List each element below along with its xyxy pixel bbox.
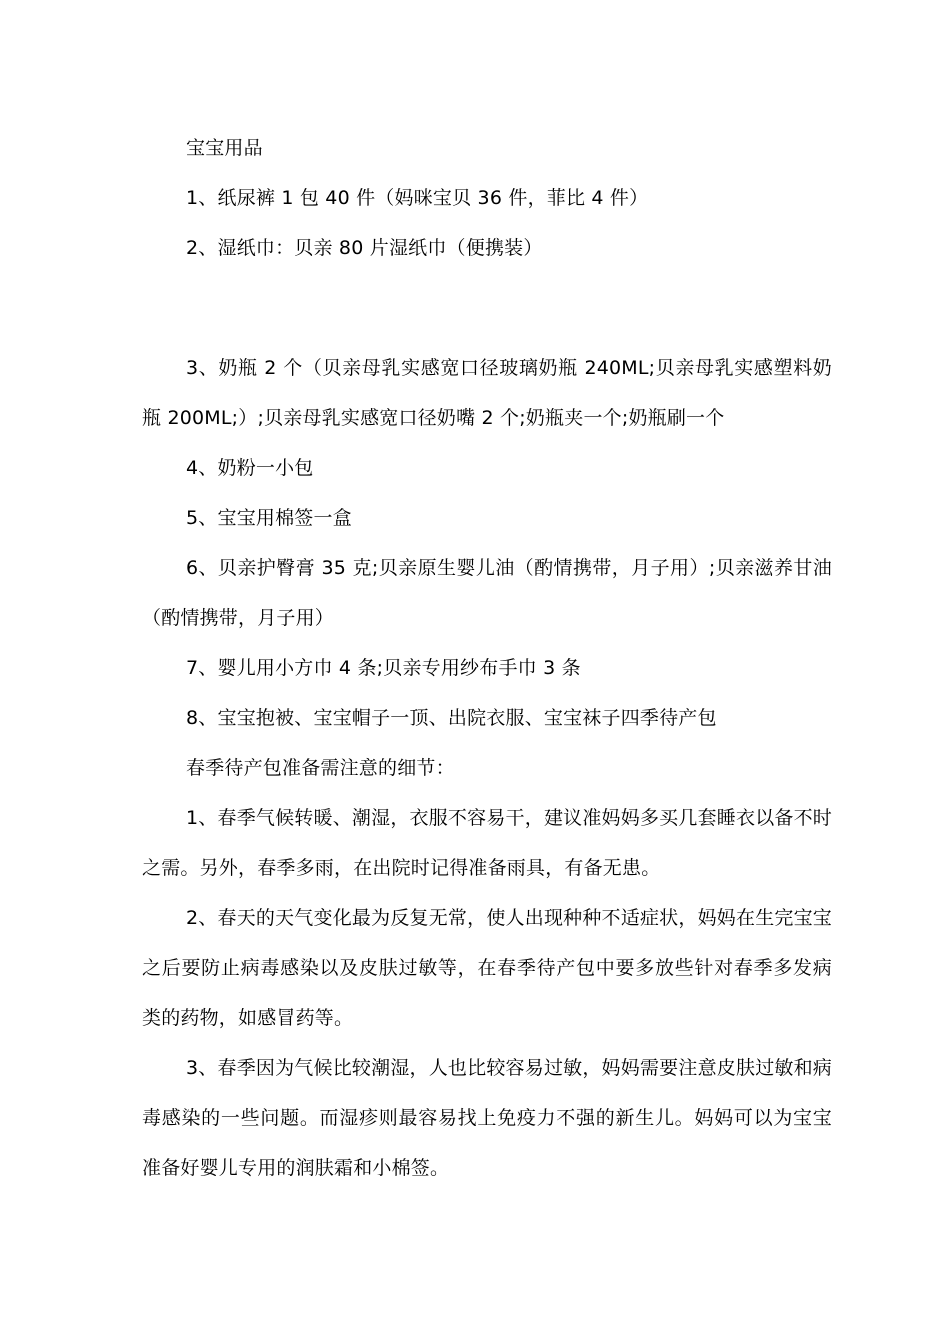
paragraph: 3、春季因为气候比较潮湿，人也比较容易过敏，妈妈需要注意皮肤过敏和病毒感染的一些问题。而湿疹则最容易找上免疫力不强的新生儿。妈妈可以为宝宝准备好婴儿专用的润肤霜和小棉签。: [142, 1057, 832, 1179]
list-item: 4、奶粉一小包: [186, 457, 314, 479]
list-item: 3、奶瓶 2 个（贝亲母乳实感宽口径玻璃奶瓶 240ML;贝亲母乳实感塑料奶瓶 200ML;）;贝亲母乳实感宽口径奶嘴 2 个;奶瓶夹一个;奶瓶刷一个: [142, 357, 832, 429]
section-main: [142, 343, 832, 1193]
paragraph: 1、春季气候转暖、潮湿，衣服不容易干，建议准妈妈多买几套睡衣以备不时之需。另外，春季多雨，在出院时记得准备雨具，有备无患。: [142, 807, 832, 879]
list-item: 1、纸尿裤 1 包 40 件（妈咪宝贝 36 件，菲比 4 件）: [186, 187, 649, 209]
list-item: 5、宝宝用棉签一盒: [186, 507, 352, 529]
section-title: 宝宝用品: [186, 137, 263, 159]
section-top: [142, 123, 832, 273]
subsection-title: 春季待产包准备需注意的细节：: [186, 757, 455, 779]
list-item: 8、宝宝抱被、宝宝帽子一顶、出院衣服、宝宝袜子四季待产包: [186, 707, 717, 729]
list-item: 7、婴儿用小方巾 4 条;贝亲专用纱布手巾 3 条: [186, 657, 581, 679]
list-item: 6、贝亲护臀膏 35 克;贝亲原生婴儿油（酌情携带，月子用）;贝亲滋养甘油（酌情携带，月子用）: [142, 557, 832, 629]
list-item: 2、湿纸巾：贝亲 80 片湿纸巾（便携装）: [186, 237, 543, 259]
paragraph: 2、春天的天气变化最为反复无常，使人出现种种不适症状，妈妈在生完宝宝之后要防止病毒感染以及皮肤过敏等，在春季待产包中要多放些针对春季多发病类的药物，如感冒药等。: [142, 907, 832, 1029]
